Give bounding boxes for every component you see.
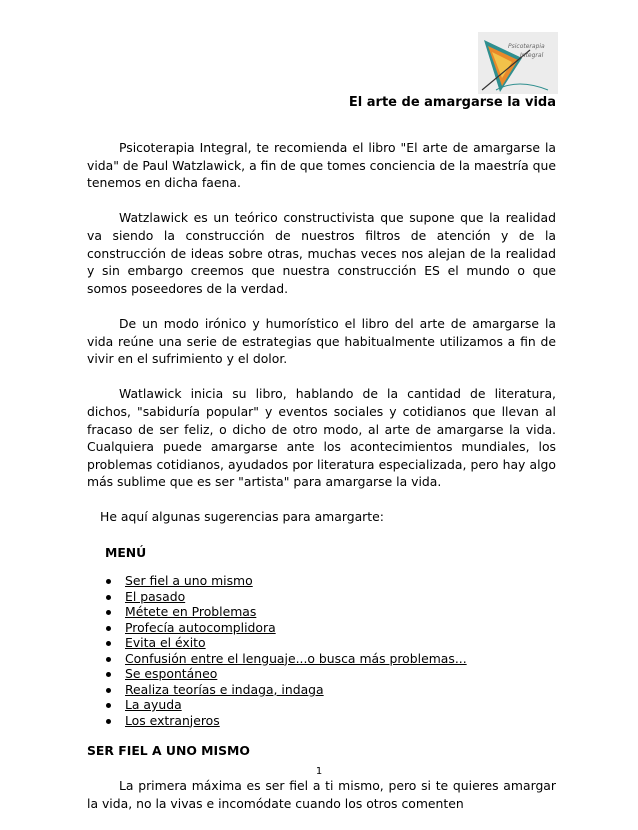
- paragraph-3: De un modo irónico y humorístico el libro del arte de amargarse la vida reúne una serie de estrategias que habitualmente utilizamos a fin de vivir en el sufrimiento y el dolor.: [87, 315, 556, 367]
- menu-item: [87, 713, 556, 729]
- menu-link-los-extranjeros[interactable]: Los extranjeros: [125, 712, 220, 728]
- logo-line1: Psicoterapia: [508, 43, 545, 50]
- section-heading: SER FIEL A UNO MISMO: [87, 743, 250, 759]
- document-body: [87, 139, 556, 830]
- logo-graphic-icon: [478, 32, 558, 94]
- menu-title: MENÚ: [105, 544, 147, 560]
- bullet-icon: [106, 626, 111, 631]
- menu-list: [87, 573, 556, 728]
- menu-item: [87, 589, 556, 605]
- menu-item: [87, 651, 556, 667]
- bullet-icon: [106, 719, 111, 724]
- logo-line2: Integral: [520, 52, 544, 59]
- menu-item: [87, 635, 556, 651]
- menu-link-el-pasado[interactable]: El pasado: [125, 588, 186, 604]
- document-title: El arte de amargarse la vida: [348, 95, 556, 110]
- page-number: 1: [315, 766, 323, 777]
- menu-item: [87, 682, 556, 698]
- bullet-icon: [106, 579, 111, 584]
- menu-item: [87, 604, 556, 620]
- paragraph-2: Watzlawick es un teórico constructivista que supone que la realidad va siendo la construcción de nuestros filtros de atención y de la construcción de ideas sobre otras, muchas veces nos alejan de la realidad y sin embargo creemos que nuestra construcción ES el mundo o que somos poseedores de la verdad.: [87, 210, 556, 296]
- bullet-icon: [106, 657, 111, 662]
- menu-item: [87, 666, 556, 682]
- bullet-icon: [106, 703, 111, 708]
- menu-link-ser-fiel[interactable]: Ser fiel a uno mismo: [125, 573, 253, 589]
- menu-link-la-ayuda[interactable]: La ayuda: [125, 697, 182, 713]
- menu-item: [87, 620, 556, 636]
- psicoterapia-integral-logo: [478, 32, 558, 94]
- menu-link-metete-en-problemas[interactable]: Métete en Problemas: [125, 604, 257, 620]
- bullet-icon: [106, 672, 111, 677]
- menu-link-profecia[interactable]: Profecía autocomplidora: [125, 619, 276, 635]
- menu-link-confusion[interactable]: Confusión entre el lenguaje...o busca más problemas...: [125, 650, 467, 666]
- bullet-icon: [106, 610, 111, 615]
- suggestions-intro: He aquí algunas sugerencias para amargarte:: [100, 509, 384, 525]
- menu-link-realiza-teorias[interactable]: Realiza teorías e indaga, indaga: [125, 681, 324, 697]
- bullet-icon: [106, 595, 111, 600]
- menu-link-se-espontaneo[interactable]: Se espontáneo: [125, 666, 218, 682]
- menu-link-evita-el-exito[interactable]: Evita el éxito: [125, 635, 206, 651]
- paragraph-4: Watlawick inicia su libro, hablando de la cantidad de literatura, dichos, "sabiduría popular" y eventos sociales y cotidianos que llevan al fracaso de ser feliz, o dicho de otro modo, al arte de amargarse la vida. Cualquiera puede amargarse ante los acontecimientos mundiales, los problemas cotidianos, ayudados por literatura especializada, pero hay algo más sublime que es ser "artista" para amargarse la vida.: [87, 386, 556, 490]
- section-paragraph: La primera máxima es ser fiel a ti mismo, pero si te quieres amargar la vida, no la vivas e incomódate cuando los otros comenten: [87, 778, 556, 812]
- bullet-icon: [106, 641, 111, 646]
- paragraph-1: Psicoterapia Integral, te recomienda el libro "El arte de amargarse la vida" de Paul Watzlawick, a fin de que tomes conciencia de la maestría que tenemos en dicha faena.: [87, 140, 556, 191]
- menu-item: [87, 697, 556, 713]
- menu-item: [87, 573, 556, 589]
- bullet-icon: [106, 688, 111, 693]
